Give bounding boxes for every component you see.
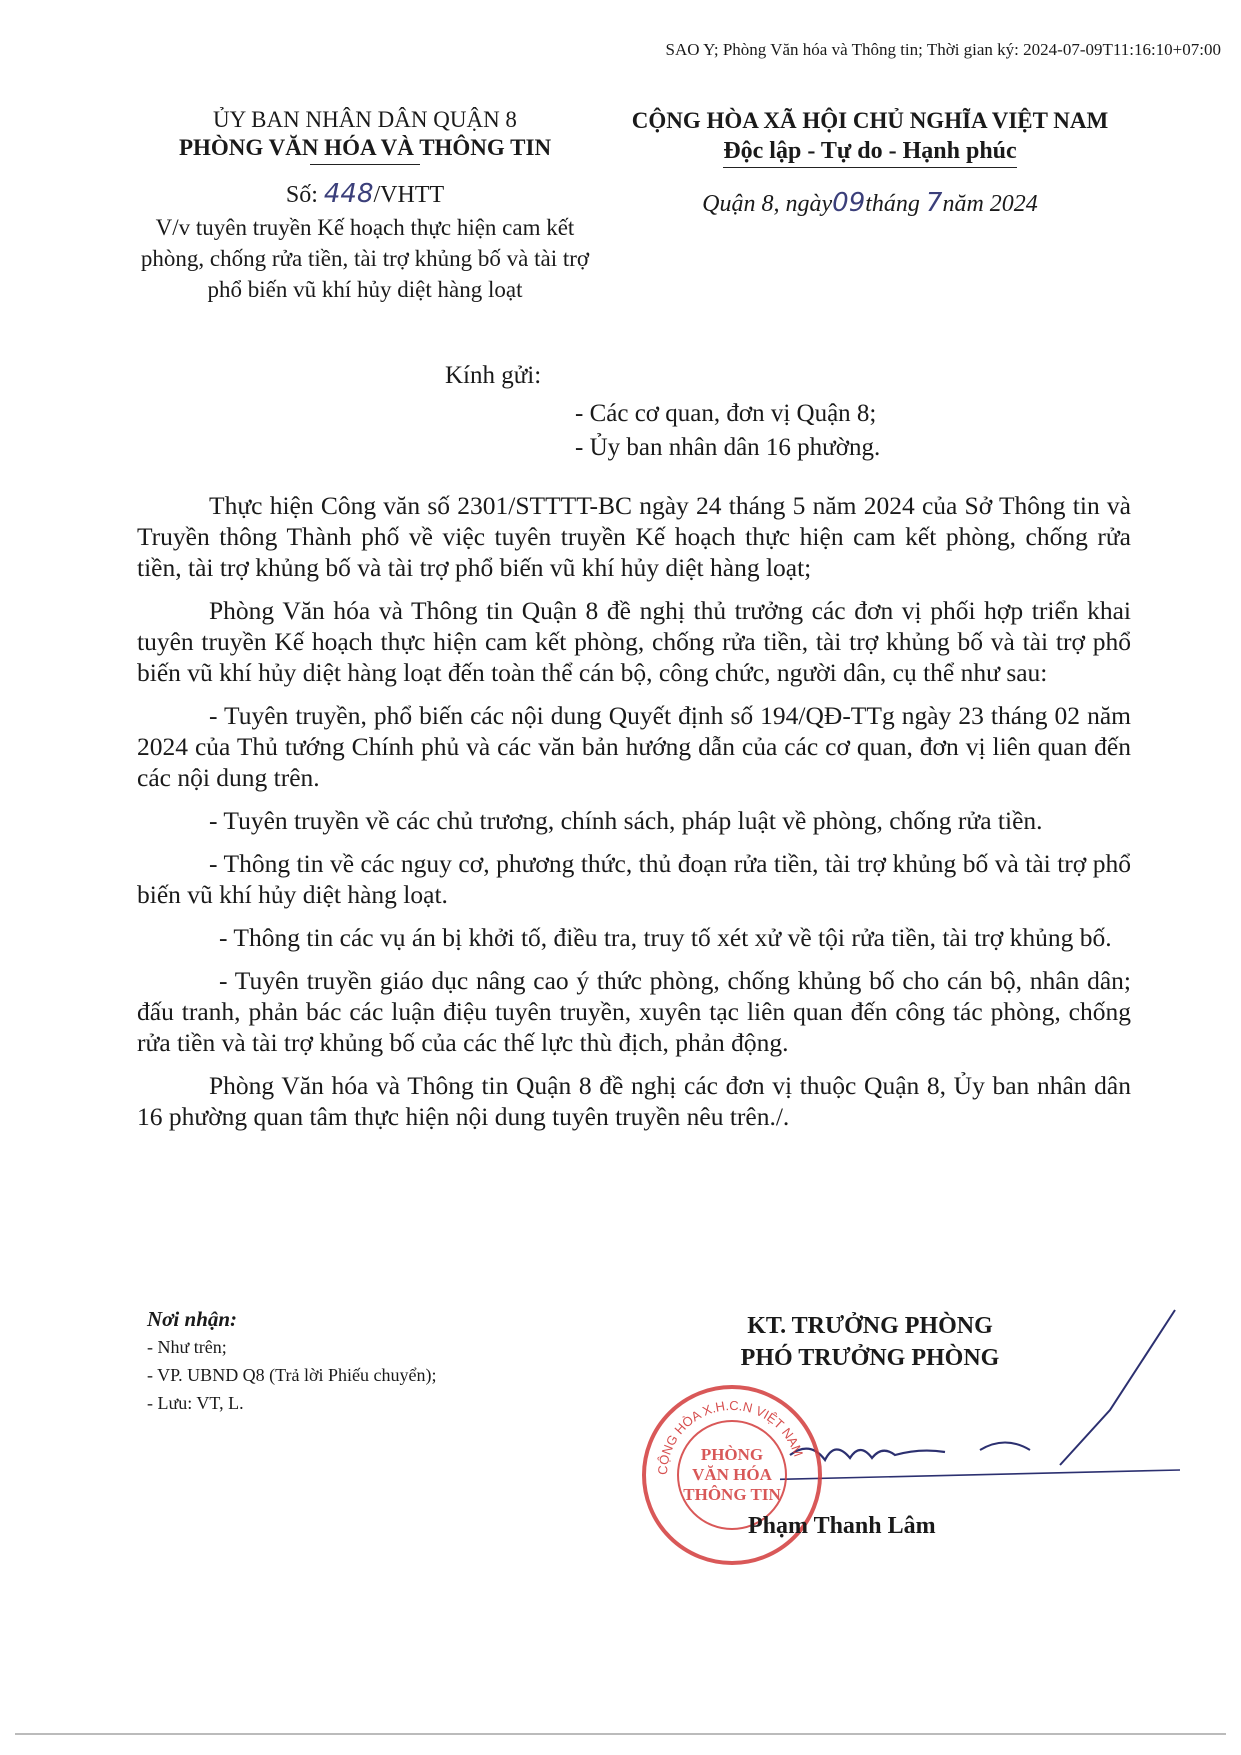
org-underline	[310, 164, 420, 165]
left-header	[140, 106, 590, 305]
date-day-handwritten: 09	[832, 188, 866, 218]
org-name: PHÒNG VĂN HÓA VÀ THÔNG TIN	[178, 135, 552, 160]
official-seal	[637, 1380, 827, 1570]
body-paragraph: - Tuyên truyền, phổ biến các nội dung Quyết định số 194/QĐ-TTg ngày 23 tháng 02 năm 2024 của Thủ tướng Chính phủ và các văn bản hướng dẫn của các cơ quan, đơn vị liên quan đến các nội dung trên.	[137, 701, 1131, 792]
body-paragraph: Thực hiện Công văn số 2301/STTTT-BC ngày 24 tháng 5 năm 2024 của Sở Thông tin và Truyền thông Thành phố về việc tuyên truyền Kế hoạch thực hiện cam kết phòng, chống rửa tiền, tài trợ khủng bố và tài trợ phổ biến vũ khí hủy diệt hàng loạt;	[137, 491, 1131, 582]
body-paragraph: Phòng Văn hóa và Thông tin Quận 8 đề nghị các đơn vị thuộc Quận 8, Ủy ban nhân dân 16 phường quan tâm thực hiện nội dung tuyên truyền nêu trên./.	[137, 1071, 1131, 1131]
document-subject: V/v tuyên truyền Kế hoạch thực hiện cam kết phòng, chống rửa tiền, tài trợ khủng bố và tài trợ phổ biến vũ khí hủy diệt hàng loạt	[140, 215, 590, 302]
date-place: Quận 8, ngày	[702, 191, 833, 217]
right-header	[600, 106, 1140, 219]
seal-outer-text: CỘNG HÒA X.H.C.N VIỆT NAM	[654, 1397, 807, 1476]
body-paragraph: - Thông tin các vụ án bị khởi tố, điều tra, truy tố xét xử về tội rửa tiền, tài trợ khủng bố.	[219, 923, 1112, 952]
body-paragraph: Phòng Văn hóa và Thông tin Quận 8 đề nghị thủ trưởng các đơn vị phối hợp triển khai tuyên truyền Kế hoạch thực hiện cam kết phòng, chống rửa tiền, tài trợ khủng bố và tài trợ phổ biến vũ khí hủy diệt hàng loạt đến toàn thể cán bộ, công chức, người dân, cụ thể như sau:	[137, 596, 1131, 687]
date-month-handwritten: 7	[925, 188, 943, 218]
date-month-word: tháng	[865, 191, 920, 217]
recipient-item: - Ủy ban nhân dân 16 phường.	[575, 434, 881, 461]
document-date	[600, 188, 1140, 219]
seal-inner-text: VĂN HÓA	[692, 1465, 772, 1484]
body-paragraph: - Tuyên truyền giáo dục nâng cao ý thức phòng, chống khủng bố cho cán bộ, nhân dân; đấu tranh, phản bác các luận điệu tuyên truyền, xuyên tạc liên quan đến công tác phòng, chống rửa tiền và tài trợ khủng bố của các thế lực thù địch, phản động.	[137, 966, 1131, 1057]
body-paragraph: - Tuyên truyền về các chủ trương, chính sách, pháp luật về phòng, chống rửa tiền.	[209, 806, 1043, 835]
number-prefix: Số:	[285, 182, 318, 208]
recipients-title: Nơi nhận:	[147, 1307, 238, 1331]
recipients-list-item: - VP. UBND Q8 (Trả lời Phiếu chuyển);	[147, 1365, 437, 1385]
digital-signature-line: SAO Y; Phòng Văn hóa và Thông tin; Thời gian ký: 2024-07-09T11:16:10+07:00	[665, 40, 1221, 59]
nation-motto: Độc lập - Tự do - Hạnh phúc	[723, 136, 1016, 168]
scan-edge-line	[15, 1733, 1226, 1735]
seal-inner-text: PHÒNG	[700, 1445, 764, 1464]
number-handwritten: 448	[323, 179, 374, 209]
org-parent: ỦY BAN NHÂN DÂN QUẬN 8	[213, 107, 517, 132]
signer-title-1: KT. TRƯỞNG PHÒNG	[747, 1313, 993, 1339]
signer-name: Phạm Thanh Lâm	[748, 1513, 936, 1539]
number-suffix: /VHTT	[373, 182, 445, 208]
document-number	[140, 179, 590, 210]
salutation: Kính gửi:	[445, 362, 542, 389]
document-body	[137, 490, 1131, 1144]
recipients-list-item: - Như trên;	[147, 1337, 227, 1357]
body-paragraph: - Thông tin về các nguy cơ, phương thức, thủ đoạn rửa tiền, tài trợ khủng bố và tài trợ phổ biến vũ khí hủy diệt hàng loạt.	[137, 849, 1131, 909]
date-year: năm 2024	[942, 191, 1038, 217]
recipients-list-item: - Lưu: VT, L.	[147, 1393, 244, 1413]
handwritten-signature	[780, 1300, 1200, 1500]
recipients-list	[147, 1305, 437, 1417]
recipient-item: - Các cơ quan, đơn vị Quận 8;	[575, 400, 877, 427]
nation-title: CỘNG HÒA XÃ HỘI CHỦ NGHĨA VIỆT NAM	[631, 108, 1109, 133]
signer-title-2: PHÓ TRƯỞNG PHÒNG	[740, 1345, 1000, 1371]
seal-inner-text: THÔNG TIN	[683, 1485, 781, 1504]
